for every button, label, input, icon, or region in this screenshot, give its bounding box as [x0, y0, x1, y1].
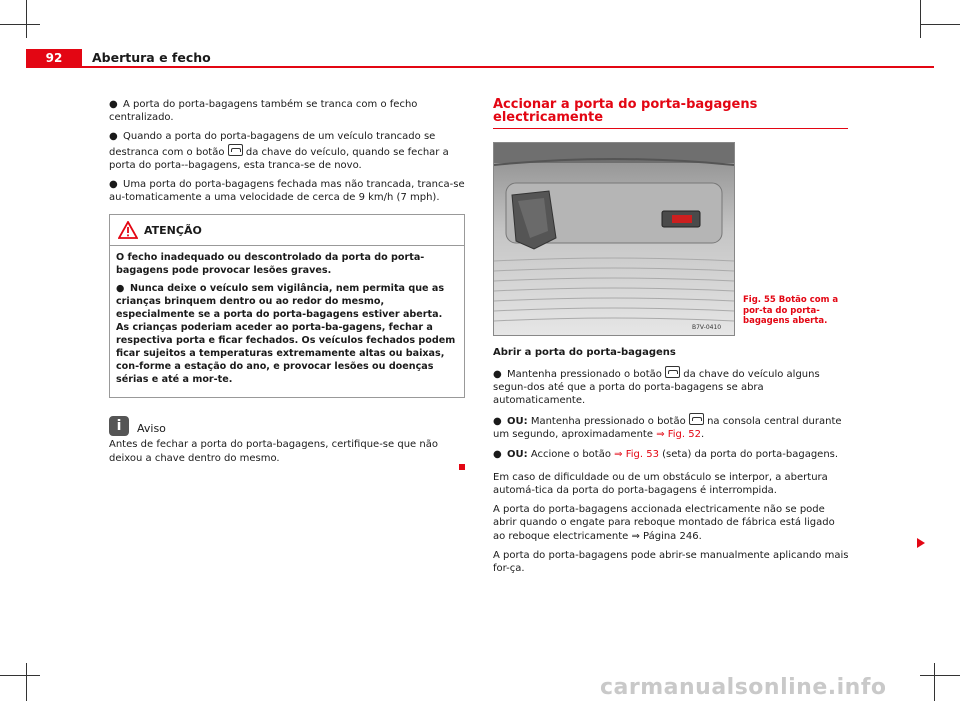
bullet-text: A porta do porta-bagagens também se tranca com o fecho centralizado. [109, 99, 418, 124]
warning-text: O fecho inadequado ou descontrolado da porta do porta-bagagens pode provocar lesões graves. [116, 252, 425, 277]
crop-mark [934, 663, 935, 701]
bullet-text: Quando a porta do porta-bagagens de um veículo trancado se destranca com o botão [109, 131, 436, 158]
crop-mark [0, 24, 40, 25]
list-item: ● OU: Accione o botão ⇒ Fig. 53 (seta) da porta do porta-bagagens. [493, 448, 839, 460]
bullet-text: da chave do veículo alguns segun-dos até que a porta do porta-bagagens se abra automaticamente. [493, 368, 820, 407]
crop-mark [26, 663, 27, 701]
right-column [493, 98, 849, 581]
warning-box [109, 214, 465, 398]
bullet-text: Accione o botão [530, 448, 611, 460]
header-rule [82, 66, 934, 68]
figure-caption: Fig. 55 Botão com a por-ta do porta-bagagens aberta. [743, 295, 839, 327]
figure-link[interactable]: ⇒ Fig. 52 [656, 429, 701, 441]
warning-bullet: ● Nunca deixe o veículo sem vigilância, nem permita que as crianças brinquem dentro ou ao redor do mesmo, especialmente se a porta do porta-bagagens estiver aberta. As crianças poderiam aceder ao porta-ba-gagens, fechar a respectiva porta e ficar fechados. Os veículos fechados podem ficar sujeitos a temperaturas extremamente altas ou baixas, con-forme a estação do ano, e provocar lesões ou doenças sérias e até a mor-te. [116, 283, 456, 386]
section-end-icon [459, 464, 465, 470]
crop-mark [26, 0, 27, 38]
figure [493, 142, 849, 338]
paragraph: A porta do porta-bagagens pode abrir-se manualmente aplicando mais for-ça. [493, 549, 849, 575]
crop-mark [920, 0, 921, 38]
warning-body [110, 246, 464, 397]
bullet-text: Mantenha pressionado o botão [530, 416, 686, 428]
warning-text: Nunca deixe o veículo sem vigilância, nem permita que as crianças brinquem dentro ou ao redor do mesmo, especialmente se a porta do porta-bagagens estiver aberta. As crianças poderiam aceder ao porta-ba-gagens, fechar a respectiva porta e ficar fechados. Os veículos fechados podem ficar sujeitos a temperaturas extremamente altas ou baixas, con-forme a estação do ano, e provocar lesões ou doenças sérias e até a mor-te. [116, 283, 456, 386]
note-header [109, 416, 465, 438]
trunk-photo [493, 142, 735, 336]
paragraph: A porta do porta-bagagens accionada electricamente não se pode abrir quando o engate para reboque montado de fábrica está ligado ao reboque electricamente ⇒ Página 246. [493, 504, 835, 542]
crop-mark [0, 675, 40, 676]
bullet-text: na consola central durante um segundo, aproximadamente [493, 416, 842, 441]
bullet-label: OU: [507, 416, 528, 428]
section-title: Accionar a porta do porta-bagagens electricamente [493, 97, 758, 126]
info-icon: i [109, 416, 129, 436]
crop-mark [920, 24, 960, 25]
warning-title: ATENÇÃO [144, 224, 202, 238]
warning-triangle-icon [118, 221, 138, 239]
list-item: ● A porta do porta-bagagens também se tranca com o fecho centralizado. [109, 99, 418, 124]
bullet-text: da chave do veículo, quando se fechar a porta do porta--bagagens, esta tranca-se de novo. [109, 146, 449, 171]
bullet-text: Uma porta do porta-bagagens fechada mas não trancada, tranca-se au-tomaticamente a uma velocidade de cerca de 9 km/h (7 mph). [109, 179, 465, 204]
trunk-button-icon [228, 144, 243, 156]
bullet-text: (seta) da porta do porta-bagagens. [662, 448, 839, 460]
continue-arrow-icon [917, 538, 925, 548]
note-title: Aviso [137, 422, 166, 436]
trunk-button-icon [689, 413, 704, 425]
trunk-button-icon [665, 366, 680, 378]
page-number: 92 [26, 49, 82, 68]
bullet-label: OU: [507, 448, 528, 460]
crop-mark [920, 675, 960, 676]
warning-header [110, 215, 464, 246]
paragraph: Em caso de dificuldade ou de um obstáculo se interpor, a abertura automá-tica da porta do porta-bagagens é interrompida. [493, 471, 828, 497]
list-item: ● Mantenha pressionado o botão da chave do veículo alguns segun-dos até que a porta do porta-bagagens se abra automaticamente. [493, 366, 849, 408]
figure-link[interactable]: ⇒ Fig. 53 [614, 448, 659, 460]
bullet-text: Mantenha pressionado o botão [507, 368, 662, 380]
list-item: ● OU: Mantenha pressionado o botão na consola central durante um segundo, aproximadamente ⇒ Fig. 52. [493, 413, 849, 441]
watermark: carmanualsonline.info [600, 675, 887, 700]
list-item: ● Quando a porta do porta-bagagens de um veículo trancado se destranca com o botão da chave do veículo, quando se fechar a porta do porta--bagagens, esta tranca-se de novo. [109, 131, 449, 171]
figure-code: B7V-0410 [692, 324, 722, 332]
left-column [109, 98, 465, 474]
section-rule [493, 128, 848, 129]
note-text: Antes de fechar a porta do porta-bagagens, certifique-se que não deixou a chave dentro do mesmo. [109, 439, 438, 464]
chapter-title: Abertura e fecho [92, 50, 211, 65]
subheading: Abrir a porta do porta-bagagens [493, 347, 676, 359]
list-item: ● Uma porta do porta-bagagens fechada mas não trancada, tranca-se au-tomaticamente a uma velocidade de cerca de 9 km/h (7 mph). [109, 179, 465, 204]
